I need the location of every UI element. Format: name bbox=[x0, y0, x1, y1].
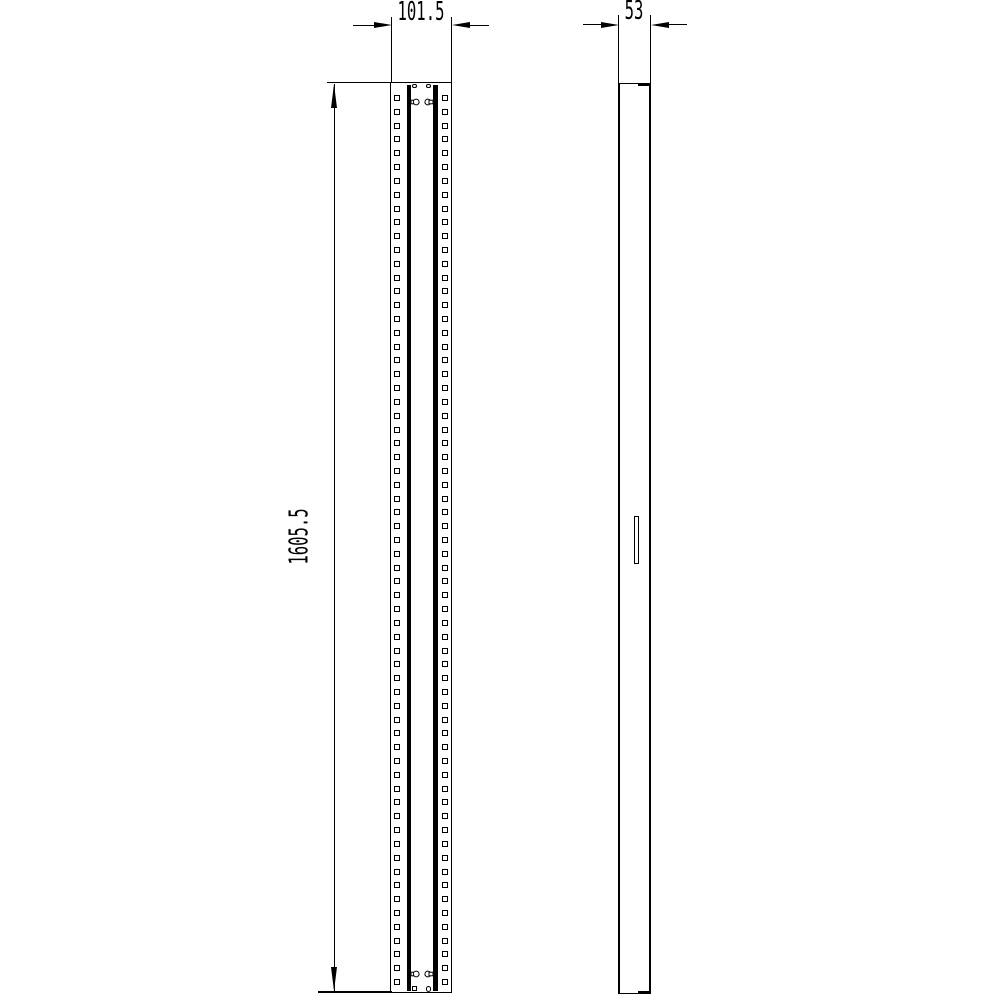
square-perforation-hole bbox=[442, 855, 448, 861]
side-bottom-flange-edge bbox=[638, 991, 651, 994]
square-perforation-hole bbox=[442, 482, 448, 488]
square-perforation-hole bbox=[442, 578, 448, 584]
bottom-keyhole-slot-right bbox=[424, 970, 434, 978]
square-perforation-hole bbox=[394, 150, 400, 156]
square-perforation-hole bbox=[442, 523, 448, 529]
square-perforation-hole bbox=[442, 565, 448, 571]
square-perforation-hole bbox=[394, 786, 400, 792]
square-perforation-hole bbox=[442, 192, 448, 198]
square-perforation-hole bbox=[394, 565, 400, 571]
square-perforation-hole bbox=[394, 578, 400, 584]
top-pilot-circle-right bbox=[426, 84, 431, 89]
square-perforation-hole bbox=[442, 841, 448, 847]
square-perforation-hole bbox=[442, 344, 448, 350]
square-perforation-hole bbox=[394, 717, 400, 723]
front-flange-bar-right bbox=[433, 85, 438, 992]
square-perforation-hole bbox=[394, 123, 400, 129]
square-perforation-hole bbox=[394, 385, 400, 391]
square-perforation-hole bbox=[442, 178, 448, 184]
square-perforation-hole bbox=[394, 827, 400, 833]
top-pilot-circle-left bbox=[412, 84, 417, 89]
square-perforation-hole bbox=[394, 219, 400, 225]
square-perforation-hole bbox=[442, 924, 448, 930]
square-perforation-hole bbox=[394, 675, 400, 681]
square-perforation-hole bbox=[442, 468, 448, 474]
square-perforation-hole bbox=[394, 192, 400, 198]
square-perforation-hole bbox=[442, 136, 448, 142]
square-perforation-hole bbox=[442, 247, 448, 253]
square-perforation-hole bbox=[442, 661, 448, 667]
square-perforation-hole bbox=[394, 399, 400, 405]
square-perforation-hole bbox=[394, 813, 400, 819]
square-perforation-hole bbox=[394, 496, 400, 502]
square-perforation-hole bbox=[394, 979, 400, 985]
square-perforation-hole bbox=[394, 951, 400, 957]
square-perforation-hole bbox=[442, 813, 448, 819]
height-arrow-up-icon bbox=[331, 84, 337, 108]
square-perforation-hole bbox=[442, 606, 448, 612]
square-perforation-hole bbox=[394, 164, 400, 170]
square-perforation-hole bbox=[394, 938, 400, 944]
square-perforation-hole bbox=[442, 302, 448, 308]
square-perforation-hole bbox=[442, 357, 448, 363]
square-perforation-hole bbox=[394, 772, 400, 778]
square-perforation-hole bbox=[394, 468, 400, 474]
height-dimension-text: 1605.5 bbox=[284, 508, 315, 565]
square-perforation-hole bbox=[442, 717, 448, 723]
square-perforation-hole bbox=[394, 95, 400, 101]
square-perforation-hole bbox=[442, 675, 448, 681]
square-perforation-hole bbox=[394, 371, 400, 377]
square-perforation-hole bbox=[394, 427, 400, 433]
square-perforation-hole bbox=[442, 648, 448, 654]
height-dim-line bbox=[334, 84, 335, 992]
square-perforation-hole bbox=[394, 482, 400, 488]
square-perforation-hole bbox=[442, 896, 448, 902]
square-perforation-hole bbox=[442, 261, 448, 267]
square-perforation-hole bbox=[442, 427, 448, 433]
square-perforation-hole bbox=[442, 413, 448, 419]
square-perforation-hole bbox=[394, 689, 400, 695]
square-perforation-hole bbox=[394, 261, 400, 267]
square-perforation-hole bbox=[394, 316, 400, 322]
square-perforation-hole bbox=[394, 965, 400, 971]
square-perforation-hole bbox=[394, 648, 400, 654]
square-perforation-hole bbox=[394, 620, 400, 626]
width-dim-tail-right bbox=[468, 25, 489, 26]
square-perforation-hole bbox=[442, 385, 448, 391]
square-perforation-hole bbox=[442, 371, 448, 377]
square-perforation-hole bbox=[442, 772, 448, 778]
square-perforation-hole bbox=[394, 744, 400, 750]
square-perforation-hole bbox=[394, 634, 400, 640]
square-perforation-hole bbox=[442, 509, 448, 515]
square-perforation-hole bbox=[442, 689, 448, 695]
bottom-square-hole bbox=[412, 986, 417, 991]
square-perforation-hole bbox=[394, 357, 400, 363]
square-perforation-hole bbox=[442, 786, 448, 792]
square-perforation-hole bbox=[442, 537, 448, 543]
square-perforation-hole bbox=[394, 730, 400, 736]
depth-dimension-text: 53 bbox=[624, 0, 644, 26]
square-perforation-hole bbox=[394, 247, 400, 253]
square-perforation-hole bbox=[442, 703, 448, 709]
square-perforation-hole bbox=[442, 95, 448, 101]
square-perforation-hole bbox=[442, 219, 448, 225]
square-perforation-hole bbox=[394, 330, 400, 336]
square-perforation-hole bbox=[394, 855, 400, 861]
height-extension-line-bottom bbox=[318, 991, 392, 992]
square-perforation-hole bbox=[442, 744, 448, 750]
square-perforation-hole bbox=[394, 799, 400, 805]
square-perforation-hole bbox=[394, 896, 400, 902]
square-perforation-hole bbox=[394, 606, 400, 612]
square-perforation-hole bbox=[442, 730, 448, 736]
square-perforation-hole bbox=[394, 413, 400, 419]
square-perforation-hole bbox=[394, 537, 400, 543]
square-perforation-hole bbox=[394, 302, 400, 308]
side-center-slot bbox=[634, 516, 639, 564]
square-perforation-hole bbox=[442, 551, 448, 557]
square-perforation-hole bbox=[394, 703, 400, 709]
square-perforation-hole bbox=[394, 454, 400, 460]
square-perforation-hole bbox=[442, 951, 448, 957]
square-perforation-hole bbox=[394, 509, 400, 515]
square-perforation-hole bbox=[394, 440, 400, 446]
square-perforation-hole bbox=[442, 330, 448, 336]
square-perforation-hole bbox=[442, 910, 448, 916]
height-arrow-down-icon bbox=[331, 967, 337, 991]
top-keyhole-slot-right bbox=[424, 98, 434, 106]
square-perforation-hole bbox=[442, 758, 448, 764]
square-perforation-hole bbox=[394, 551, 400, 557]
square-perforation-hole bbox=[442, 965, 448, 971]
square-perforation-hole bbox=[442, 109, 448, 115]
square-perforation-hole bbox=[394, 758, 400, 764]
side-top-flange-edge bbox=[638, 83, 651, 86]
square-perforation-hole bbox=[394, 924, 400, 930]
square-perforation-hole bbox=[394, 233, 400, 239]
square-perforation-hole bbox=[394, 178, 400, 184]
square-perforation-hole bbox=[442, 123, 448, 129]
square-perforation-hole bbox=[442, 827, 448, 833]
square-perforation-hole bbox=[394, 592, 400, 598]
front-flange-bar-left bbox=[407, 85, 412, 992]
square-perforation-hole bbox=[442, 634, 448, 640]
square-perforation-hole bbox=[442, 275, 448, 281]
square-perforation-hole bbox=[442, 206, 448, 212]
square-perforation-hole bbox=[394, 344, 400, 350]
left-hole-column bbox=[394, 95, 400, 993]
square-perforation-hole bbox=[394, 275, 400, 281]
square-perforation-hole bbox=[442, 799, 448, 805]
width-dimension-text: 101.5 bbox=[397, 0, 445, 27]
square-perforation-hole bbox=[442, 454, 448, 460]
square-perforation-hole bbox=[442, 399, 448, 405]
square-perforation-hole bbox=[442, 233, 448, 239]
square-perforation-hole bbox=[442, 150, 448, 156]
square-perforation-hole bbox=[394, 523, 400, 529]
width-dim-tail-left bbox=[353, 25, 375, 26]
square-perforation-hole bbox=[394, 661, 400, 667]
square-perforation-hole bbox=[394, 869, 400, 875]
square-perforation-hole bbox=[442, 882, 448, 888]
square-perforation-hole bbox=[442, 869, 448, 875]
square-perforation-hole bbox=[442, 938, 448, 944]
square-perforation-hole bbox=[442, 979, 448, 985]
square-perforation-hole bbox=[442, 496, 448, 502]
square-perforation-hole bbox=[442, 592, 448, 598]
square-perforation-hole bbox=[394, 206, 400, 212]
top-keyhole-slot-left bbox=[410, 98, 420, 106]
square-perforation-hole bbox=[442, 316, 448, 322]
bottom-keyhole-slot-left bbox=[410, 970, 420, 978]
right-hole-column bbox=[442, 95, 448, 993]
square-perforation-hole bbox=[442, 164, 448, 170]
square-perforation-hole bbox=[394, 882, 400, 888]
square-perforation-hole bbox=[394, 288, 400, 294]
square-perforation-hole bbox=[394, 136, 400, 142]
square-perforation-hole bbox=[442, 620, 448, 626]
square-perforation-hole bbox=[394, 109, 400, 115]
square-perforation-hole bbox=[394, 841, 400, 847]
square-perforation-hole bbox=[442, 440, 448, 446]
square-perforation-hole bbox=[394, 910, 400, 916]
square-perforation-hole bbox=[442, 288, 448, 294]
bottom-pilot-circle bbox=[426, 986, 431, 991]
